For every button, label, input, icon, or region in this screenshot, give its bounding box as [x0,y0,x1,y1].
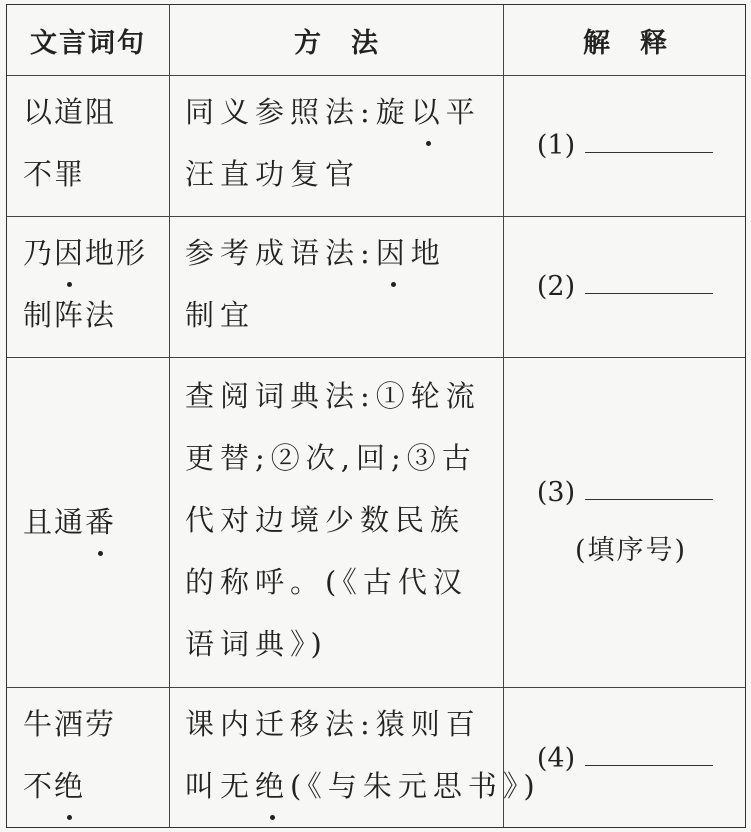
emphasized-char: 因 [376,222,411,284]
text-segment: 的称呼。(《古代汉 [185,565,468,599]
text-line [185,427,491,489]
answer-blank[interactable] [585,765,713,766]
answer-cell [503,75,747,216]
text-segment: 汪直功复官 [185,157,361,191]
text-line [185,284,491,346]
emphasized-char: 因 [54,222,85,284]
text-segment: 不 [23,769,55,803]
text-segment: 乃 [23,236,55,270]
text-segment: 更替;②次,回;③古 [185,441,477,475]
emphasized-char: 绝 [255,755,290,817]
text-line [23,755,157,817]
header-explanation: 解释 [583,27,697,59]
text-line [185,755,541,817]
method-text [185,365,491,675]
text-line [23,143,157,205]
vocabulary-method-table [6,4,746,828]
text-line [185,143,491,205]
method-text [185,81,491,205]
method-cell [169,365,503,687]
text-line [23,284,157,346]
text-segment: 叫无 [185,769,256,803]
text-segment: 制阵法 [23,298,117,332]
text-line [185,613,491,675]
text-line [185,365,491,427]
answer-cell [503,687,747,829]
answer-label: (1) [536,130,576,161]
text-segment: 不罪 [23,157,86,191]
phrase-cell [7,222,169,357]
phrase-text [23,693,157,817]
answer-cell [503,216,747,357]
method-cell [169,693,541,829]
text-line [185,222,491,284]
text-segment: 地 [410,236,446,270]
text-segment: (《与朱元思书》) [290,769,541,803]
answer-hint: (填序号) [574,535,688,566]
emphasized-char: 番 [85,491,116,553]
text-segment: 同义参照法:旋 [185,95,411,129]
emphasized-char: 绝 [54,755,85,817]
text-segment: 参考成语法: [185,236,376,270]
text-line [23,491,116,553]
text-segment: 地形 [85,236,148,270]
text-line [185,489,491,551]
text-line [23,693,157,755]
phrase-cell [7,357,169,687]
text-line [185,81,491,143]
answer-blank[interactable] [585,293,713,294]
text-segment: 且通 [23,505,86,539]
answer-blank[interactable] [585,152,713,153]
text-segment: 查阅词典法:①轮流 [185,379,481,413]
method-text [185,693,541,817]
text-segment: 牛酒劳 [23,707,117,741]
phrase-text [23,491,116,553]
text-segment: 以道阻 [23,95,117,129]
method-cell [169,81,503,216]
phrase-text [23,81,157,205]
phrase-text [23,222,157,346]
method-cell [169,222,503,357]
text-line [185,693,491,755]
text-segment: 平 [445,95,481,129]
answer-label: (4) [536,742,576,774]
answer-blank[interactable] [585,499,713,500]
answer-label: (2) [536,271,576,302]
answer-label: (3) [536,477,576,508]
text-line [23,222,157,284]
text-line [23,81,157,143]
header-phrase: 文言词句 [30,27,146,59]
text-line [185,551,491,613]
text-segment: 语词典》) [185,627,328,661]
emphasized-char: 以 [411,81,446,143]
header-method: 方法 [294,27,408,59]
phrase-cell [7,81,169,216]
text-segment: 课内迁移法:猿则百 [185,707,481,741]
text-segment: 制宜 [185,298,256,332]
method-text [185,222,491,346]
phrase-cell [7,693,169,829]
text-segment: 代对边境少数民族 [185,503,466,537]
answer-cell [503,357,747,687]
